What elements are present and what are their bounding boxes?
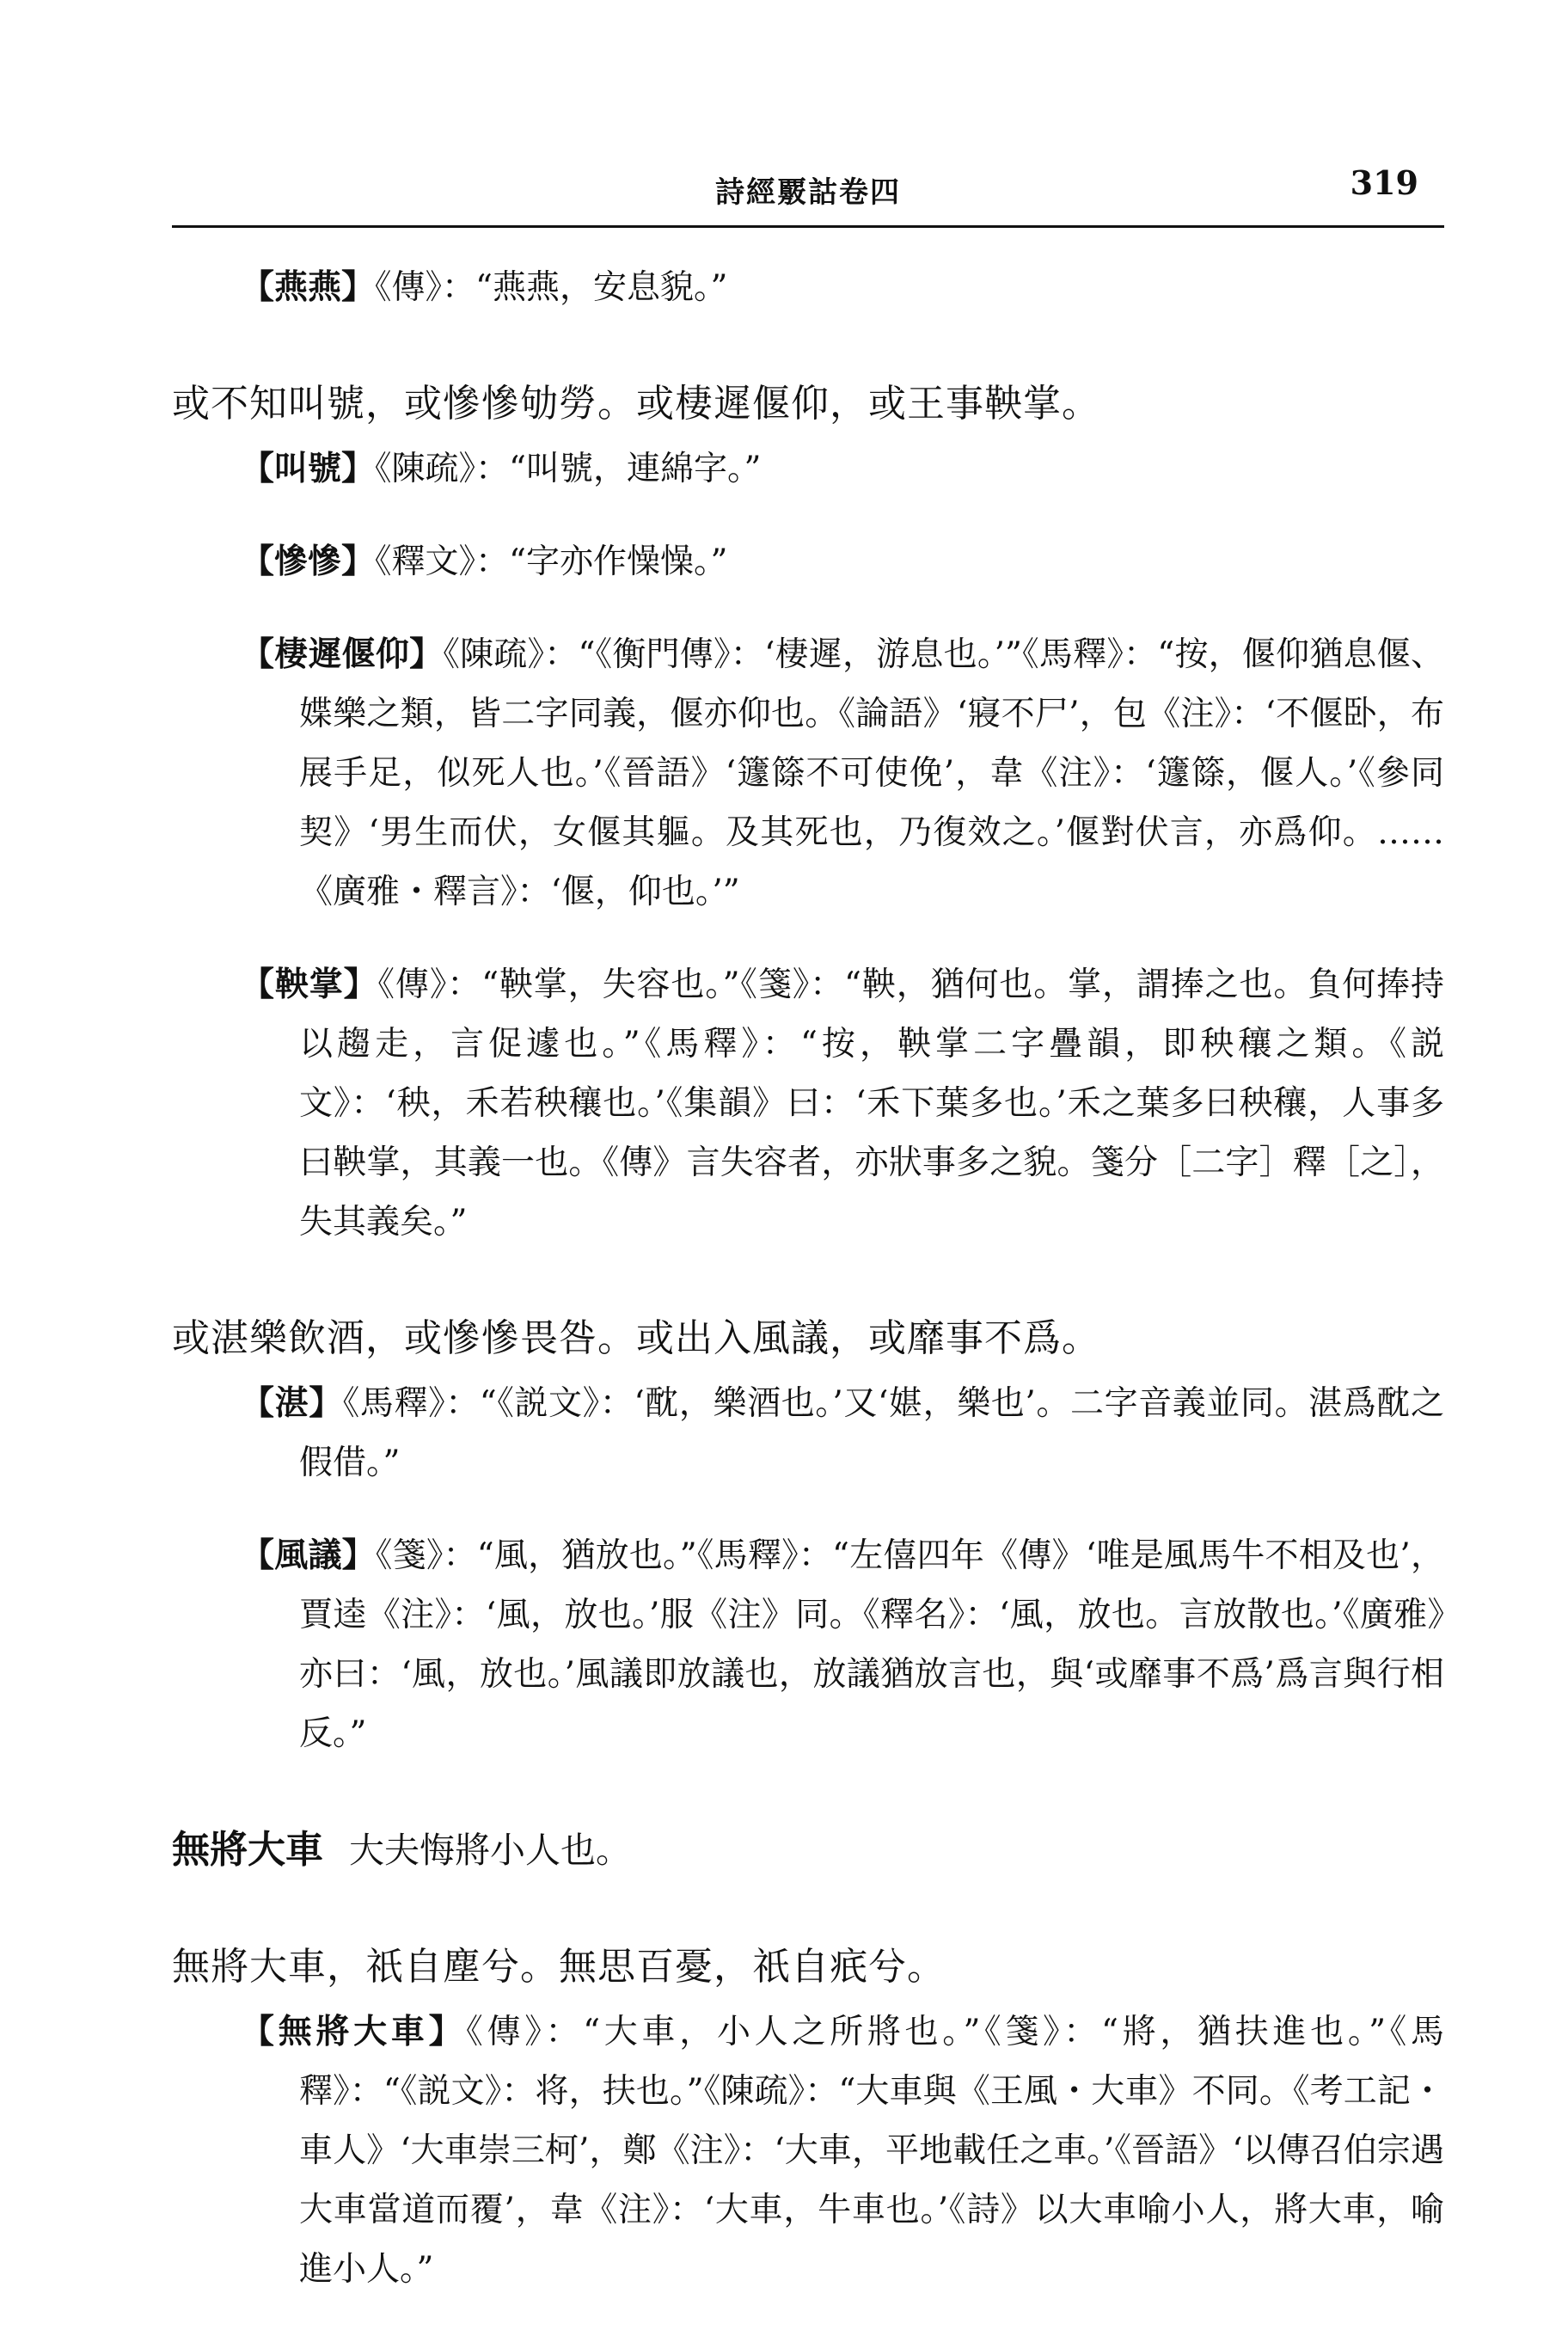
header-rule [172, 225, 1444, 228]
annotation-term: 【慘慘】 [241, 542, 376, 581]
annotation [241, 1526, 1444, 1763]
annotation-text: 《陳疏》：“《衡門傳》：‘棲遲，游息也。’”《馬釋》：“按，偃仰猶息偃、媟樂之類，皆二字同義，偃亦仰也。《論語》‘寢不尸’，包《注》：‘不偃卧，布展手足，似死人也。’《晉語》‘籧篨不可使俛’，韋《注》：‘籧篨，偃人。’《參同契》‘男生而伏，女偃其軀。及其死也，乃復效之。’偃對伏言，亦爲仰。……《廣雅・釋言》：‘偃，仰也。’” [299, 635, 1444, 911]
annotation-term: 【無將大車】 [241, 2012, 467, 2051]
annotation-text: 《箋》：“風，猶放也。”《馬釋》：“左僖四年《傳》‘唯是風馬牛不相及也’，賈逵《注》：‘風，放也。’服《注》同。《釋名》：‘風，放也。言放散也。’《廣雅》亦曰：‘風，放也。’風議即放議也，放議猶放言也，與‘或靡事不爲’爲言與行相反。” [299, 1536, 1444, 1753]
poem-heading [172, 1820, 1444, 1880]
annotation [241, 258, 1444, 317]
annotation-text: 《陳疏》：“叫號，連綿字。” [375, 450, 762, 488]
annotation [241, 1374, 1444, 1493]
verse-line: 無將大車，祇自塵兮。無思百憂，祇自疧兮。 [172, 1945, 946, 1989]
annotation-text: 《傳》：“鞅掌，失容也。”《箋》：“鞅，猶何也。掌，謂捧之也。負何捧持以趨走，言促遽也。”《馬釋》：“按，鞅掌二字疊韻，即秧穰之類。《説文》：‘秧，禾若秧穰也。’《集韻》曰：‘禾下葉多也。’禾之葉多曰秧穰，人事多曰鞅掌，其義一也。《傳》言失容者，亦狀事多之貌。箋分［二字］釋［之］，失其義矣。” [299, 966, 1444, 1242]
verse-line: 或不知叫號，或慘慘劬勞。或棲遲偃仰，或王事鞅掌。 [172, 382, 1100, 426]
poem-title: 無將大車 [172, 1828, 323, 1872]
annotation-term: 【燕燕】 [241, 267, 376, 307]
running-title: 詩經覈詁卷四 [715, 175, 901, 210]
page-body [172, 258, 1444, 2333]
annotation [241, 532, 1444, 592]
annotation [241, 439, 1444, 499]
page-number: 319 [1350, 163, 1418, 202]
annotation-term: 【鞅掌】 [241, 965, 378, 1004]
annotation-term: 【棲遲偃仰】 [241, 635, 444, 674]
annotation-term: 【風議】 [241, 1536, 376, 1575]
annotation [241, 625, 1444, 922]
poem-preface: 大夫悔將小人也。 [349, 1830, 631, 1871]
annotation-term: 【湛】 [241, 1383, 343, 1423]
annotation-text: 《傳》：“燕燕，安息貌。” [375, 268, 728, 307]
annotation-term: 【叫號】 [241, 449, 376, 488]
page-header [172, 163, 1444, 224]
annotation [241, 2002, 1444, 2299]
annotation-text: 《釋文》：“字亦作懆懆。” [375, 543, 728, 581]
verse-line: 或湛樂飲酒，或慘慘畏咎。或出入風議，或靡事不爲。 [172, 1316, 1100, 1360]
annotation-text: 《傳》：“大車，小人之所將也。”《箋》：“將，猶扶進也。”《馬釋》：“《説文》：将，扶也。”《陳疏》：“大車與《王風・大車》不同。《考工記・車人》‘大車崇三柯’，鄭《注》：‘大車，平地載任之車。’《晉語》‘以傳召伯宗遇大車當道而覆’，韋《注》：‘大車，牛車也。’《詩》以大車喻小人，將大車，喻進小人。” [299, 2013, 1444, 2289]
annotation-text: 《馬釋》：“《説文》：‘酖，樂酒也。’又‘媅，樂也’。二字音義並同。湛爲酖之假借。” [299, 1384, 1444, 1482]
annotation [241, 955, 1444, 1252]
